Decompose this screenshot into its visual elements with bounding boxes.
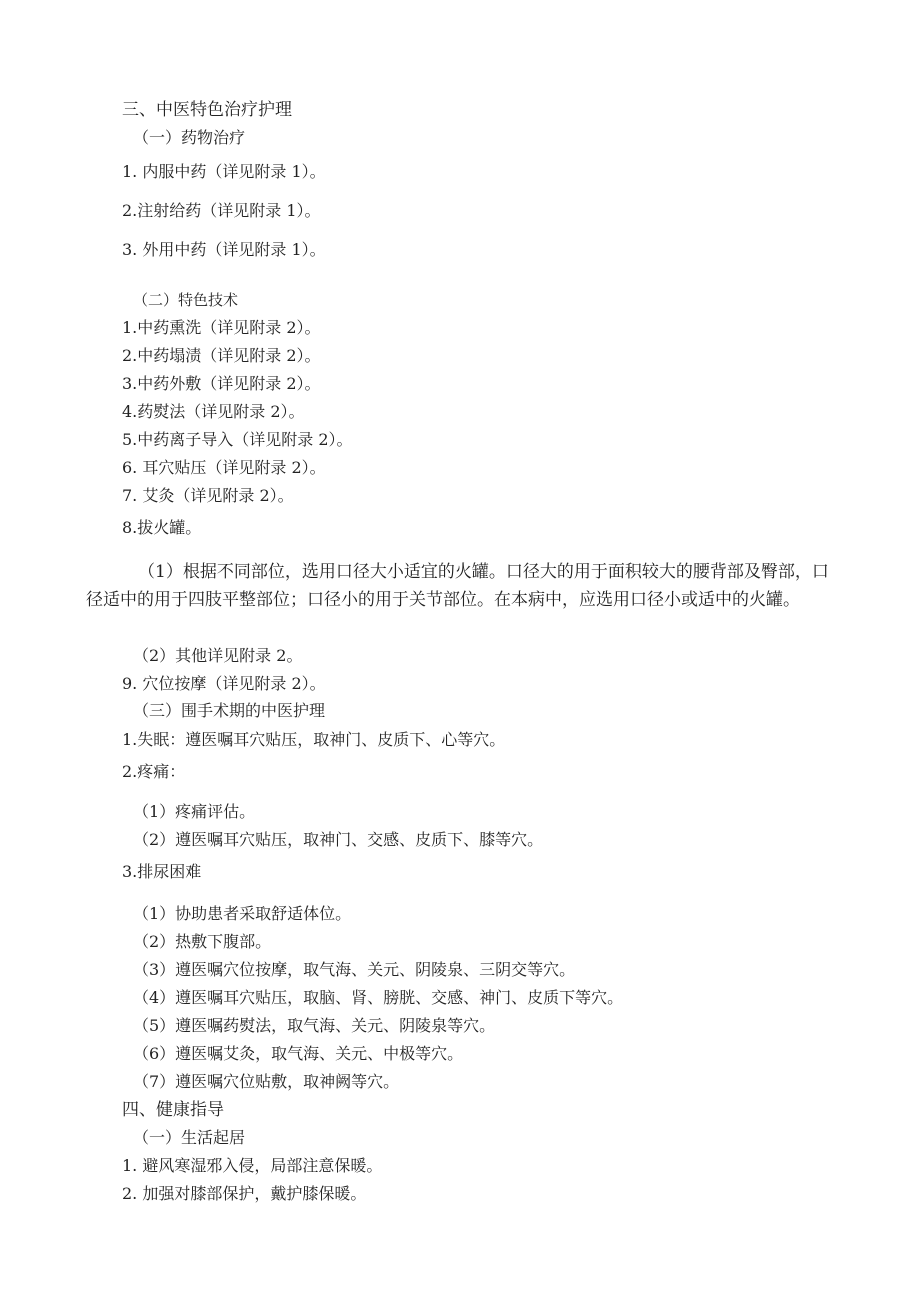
list-item: （6）遵医嘱艾灸，取气海、关元、中极等穴。 [133, 1044, 464, 1063]
subsection-heading-daily-life: （一）生活起居 [133, 1128, 246, 1147]
list-item: （2）热敷下腹部。 [133, 932, 272, 951]
list-item: （5）遵医嘱药熨法，取气海、关元、阴陵泉等穴。 [133, 1016, 496, 1035]
list-item: 2.中药塌渍（详见附录 2）。 [122, 346, 321, 365]
list-item: 5.中药离子导入（详见附录 2）。 [122, 430, 353, 449]
section-heading-3: 三、中医特色治疗护理 [122, 100, 292, 120]
list-item: 3.中药外敷（详见附录 2）。 [122, 374, 321, 393]
subsection-heading-techniques: （二）特色技术 [133, 291, 239, 309]
list-item: 2.注射给药（详见附录 1）。 [122, 201, 321, 220]
list-item: 1.失眠：遵医嘱耳穴贴压，取神门、皮质下、心等穴。 [122, 730, 506, 749]
list-item: 1.中药熏洗（详见附录 2）。 [122, 318, 321, 337]
list-item: （4）遵医嘱耳穴贴压，取脑、肾、膀胱、交感、神门、皮质下等穴。 [133, 988, 624, 1007]
list-item: 3.排尿困难 [122, 862, 202, 881]
cupping-paragraph [86, 558, 836, 614]
list-item: 6. 耳穴贴压（详见附录 2）。 [122, 458, 326, 477]
list-item: 1. 避风寒湿邪入侵，局部注意保暖。 [122, 1156, 383, 1175]
list-item: （7）遵医嘱穴位贴敷，取神阙等穴。 [133, 1072, 400, 1091]
cupping-paragraph-text: （1）根据不同部位，选用口径大小适宜的火罐。口径大的用于面积较大的腰背部及臀部，口径适中的用于四肢平整部位；口径小的用于关节部位。在本病中，应选用口径小或适中的火罐。 [86, 562, 829, 610]
subsection-heading-medication: （一）药物治疗 [133, 128, 246, 147]
list-item: 2. 加强对膝部保护，戴护膝保暖。 [122, 1184, 367, 1203]
list-item: （1）协助患者采取舒适体位。 [133, 904, 352, 923]
list-item: 7. 艾灸（详见附录 2）。 [122, 486, 294, 505]
list-item: （2）其他详见附录 2。 [133, 646, 303, 665]
list-item: 4.药熨法（详见附录 2）。 [122, 402, 305, 421]
list-item: 8.拔火罐。 [122, 518, 202, 537]
list-item: 9. 穴位按摩（详见附录 2）。 [122, 674, 326, 693]
list-item: 2.疼痛： [122, 762, 186, 781]
list-item: 3. 外用中药（详见附录 1）。 [122, 240, 326, 259]
list-item: （3）遵医嘱穴位按摩，取气海、关元、阴陵泉、三阴交等穴。 [133, 960, 576, 979]
list-item: （2）遵医嘱耳穴贴压，取神门、交感、皮质下、膝等穴。 [133, 830, 544, 849]
subsection-heading-perioperative: （三）围手术期的中医护理 [133, 701, 326, 720]
list-item: 1. 内服中药（详见附录 1）。 [122, 162, 326, 181]
list-item: （1）疼痛评估。 [133, 802, 256, 821]
section-heading-4: 四、健康指导 [122, 1100, 224, 1120]
